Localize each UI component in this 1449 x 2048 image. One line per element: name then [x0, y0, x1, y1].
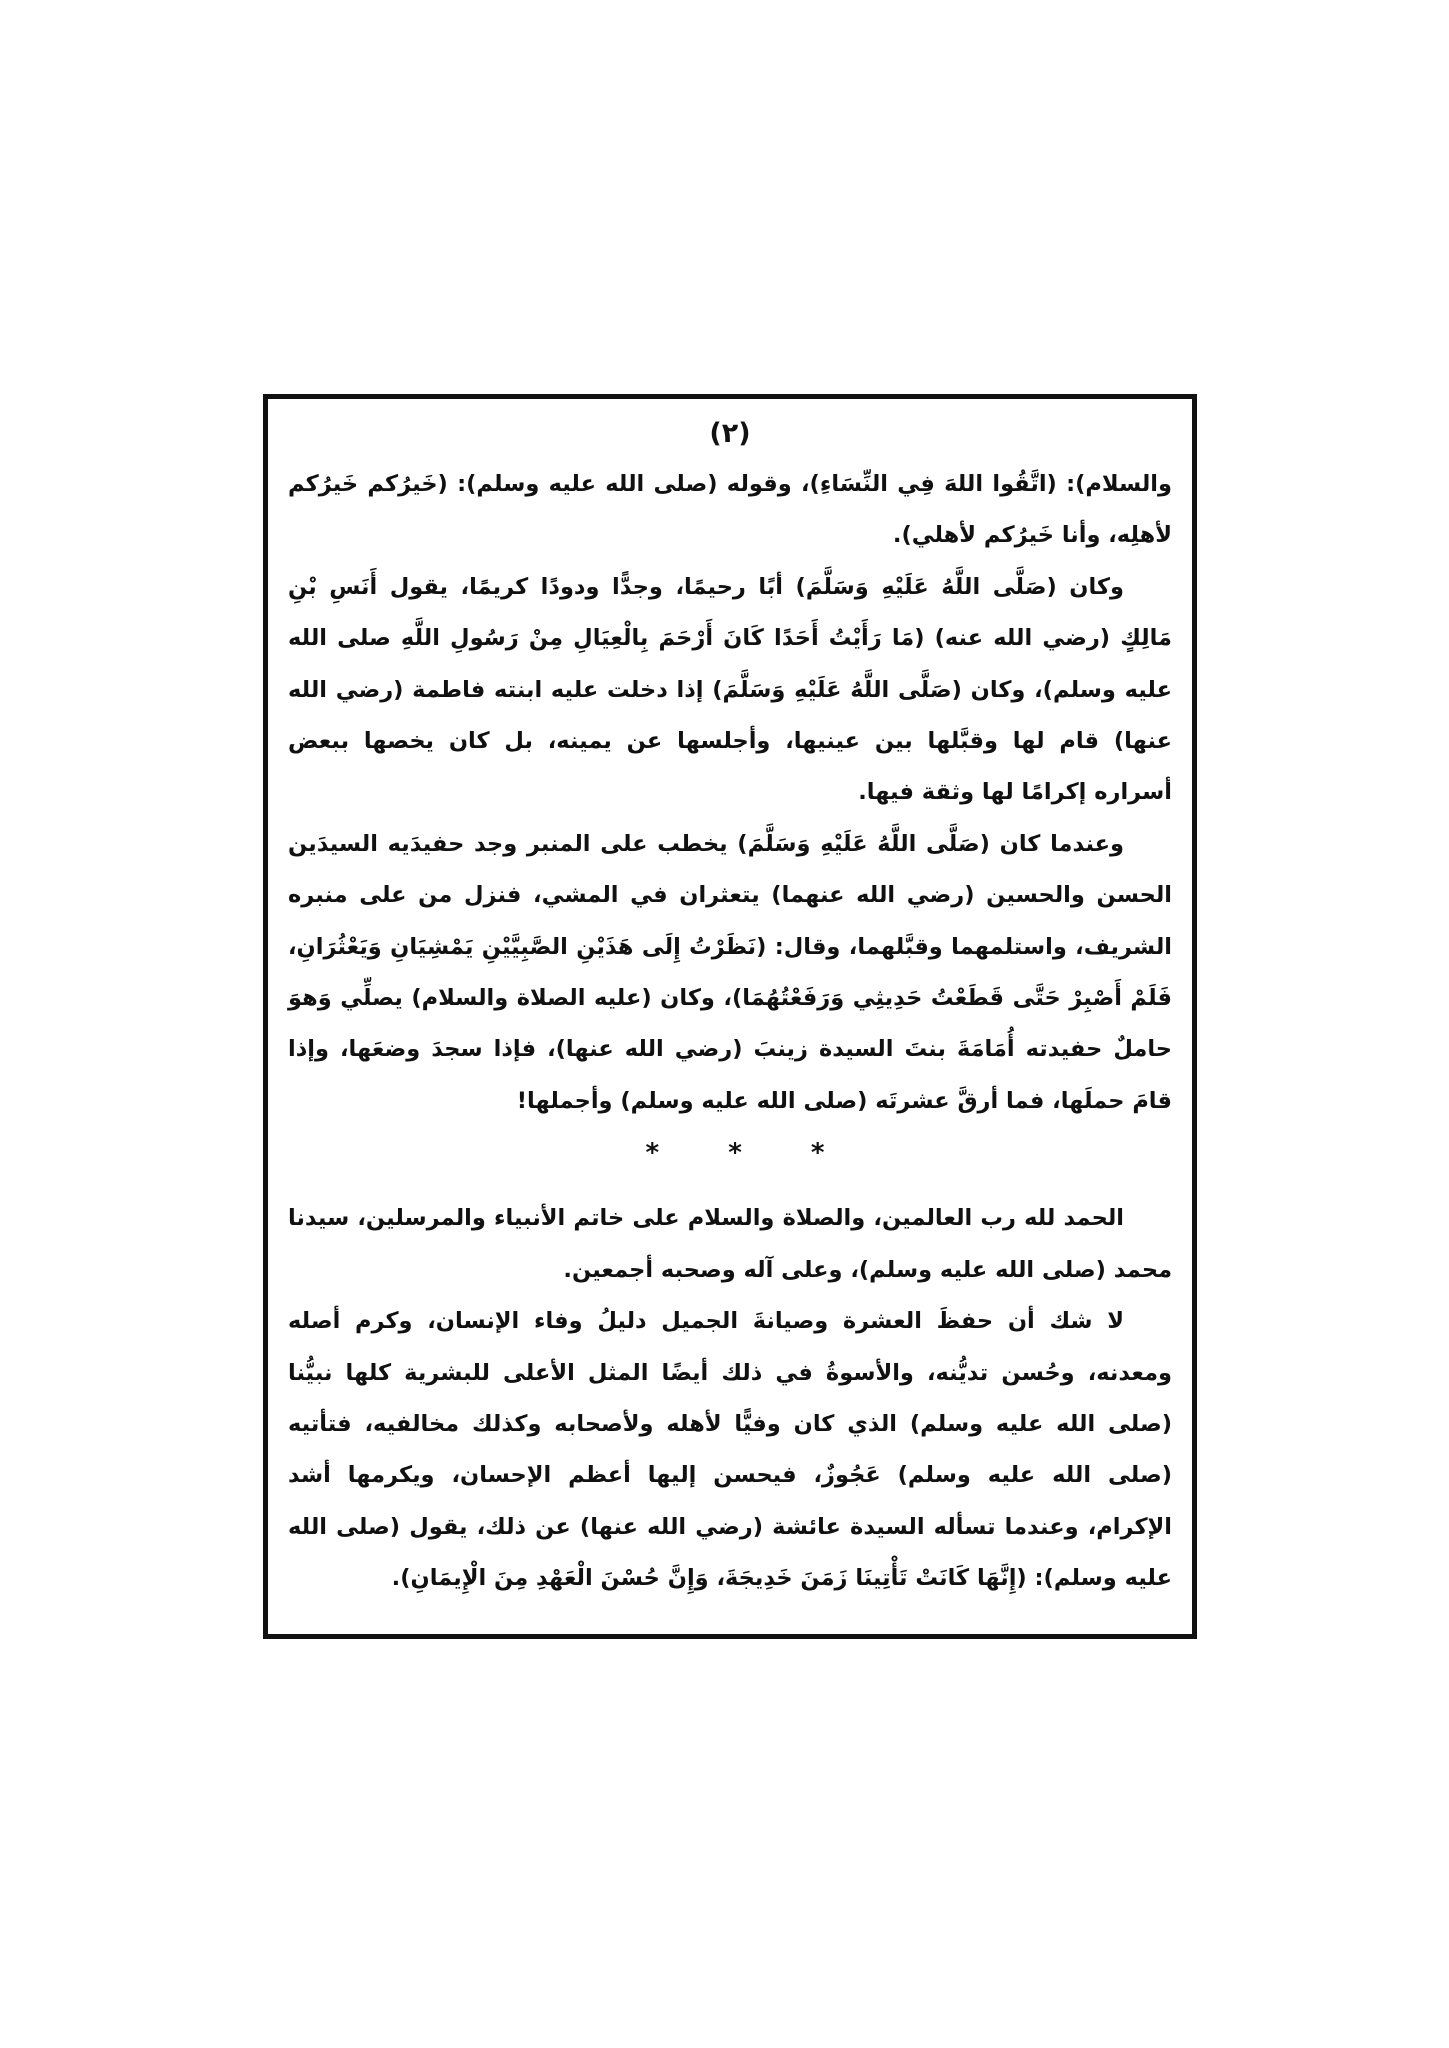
- separator-star: *: [645, 1138, 660, 1169]
- page-content: [288, 459, 1172, 1605]
- separator-star: *: [810, 1138, 825, 1169]
- section-separator: [288, 1131, 1172, 1175]
- page-frame: [263, 394, 1197, 1639]
- paragraph-mercy-children: وكان (صَلَّى اللَّهُ عَلَيْهِ وَسَلَّمَ) أبًا رحيمًا، وجدًّا ودودًا كريمًا، يقول أَنَسِ بْنِ مَالِكٍ (رضي الله عنه) (مَا رَأَيْتُ أَحَدًا كَانَ أَرْحَمَ بِالْعِيَالِ مِنْ رَسُولِ اللَّهِ صلى الله عليه وسلم)، وكان (صَلَّى اللَّهُ عَلَيْهِ وَسَلَّمَ) إذا دخلت عليه ابنته فاطمة (رضي الله عنها) قام لها وقبَّلها بين عينيها، وأجلسها عن يمينه، بل كان يخصها ببعض أسراره إكرامًا لها وثقة فيها.: [288, 573, 1172, 806]
- paragraph-continuation: والسلام): (اتَّقُوا اللهَ فِي النِّسَاءِ)، وقوله (صلى الله عليه وسلم): (خَيرُكم خَيرُكم لأهلِه، وأنا خَيرُكم لأهلي).: [288, 471, 1172, 549]
- separator-star: *: [728, 1138, 742, 1169]
- paragraph-loyalty: لا شك أن حفظَ العشرة وصيانةَ الجميل دليلُ وفاء الإنسان، وكرم أصله ومعدنه، وحُسن تديُّنه، والأسوةُ في ذلك أيضًا المثل الأعلى للبشرية كلها نبيُّنا (صلى الله عليه وسلم) الذي كان وفيًّا لأهله ولأصحابه وكذلك مخالفيه، فتأتيه (صلى الله عليه وسلم) عَجُوزٌ، فيحسن إليها أعظم الإحسان، ويكرمها أشد الإكرام، وعندما تسأله السيدة عائشة (رضي الله عنها) عن ذلك، يقول (صلى الله عليه وسلم): (إِنَّهَا كَانَتْ تَأْتِينَا زَمَنَ خَدِيجَةَ، وَإِنَّ حُسْنَ الْعَهْدِ مِنَ الْإِيمَانِ).: [288, 1308, 1172, 1592]
- paragraph-grandchildren: وعندما كان (صَلَّى اللَّهُ عَلَيْهِ وَسَلَّمَ) يخطب على المنبر وجد حفيدَيه السيدَين الحسن والحسين (رضي الله عنهما) يتعثران في المشي، فنزل من على منبره الشريف، واستلمهما وقبَّلهما، وقال: (نَظَرْتُ إِلَى هَذَيْنِ الصَّبِيَّيْنِ يَمْشِيَانِ وَيَعْثُرَانِ، فَلَمْ أَصْبِرْ حَتَّى قَطَعْتُ حَدِيثِي وَرَفَعْتُهُمَا)، وكان (عليه الصلاة والسلام) يصلِّي وَهوَ حاملٌ حفيدته أُمَامَةَ بنتَ السيدة زينبَ (رضي الله عنها)، فإذا سجدَ وضعَها، وإذا قامَ حملَها، فما أرقَّ عشرتَه (صلى الله عليه وسلم) وأجملها!: [288, 830, 1172, 1114]
- page-number: (٢): [709, 418, 751, 449]
- paragraph-praise: الحمد لله رب العالمين، والصلاة والسلام على خاتم الأنبياء والمرسلين، سيدنا محمد (صلى الله عليه وسلم)، وعلى آله وصحبه أجمعين.: [288, 1205, 1172, 1283]
